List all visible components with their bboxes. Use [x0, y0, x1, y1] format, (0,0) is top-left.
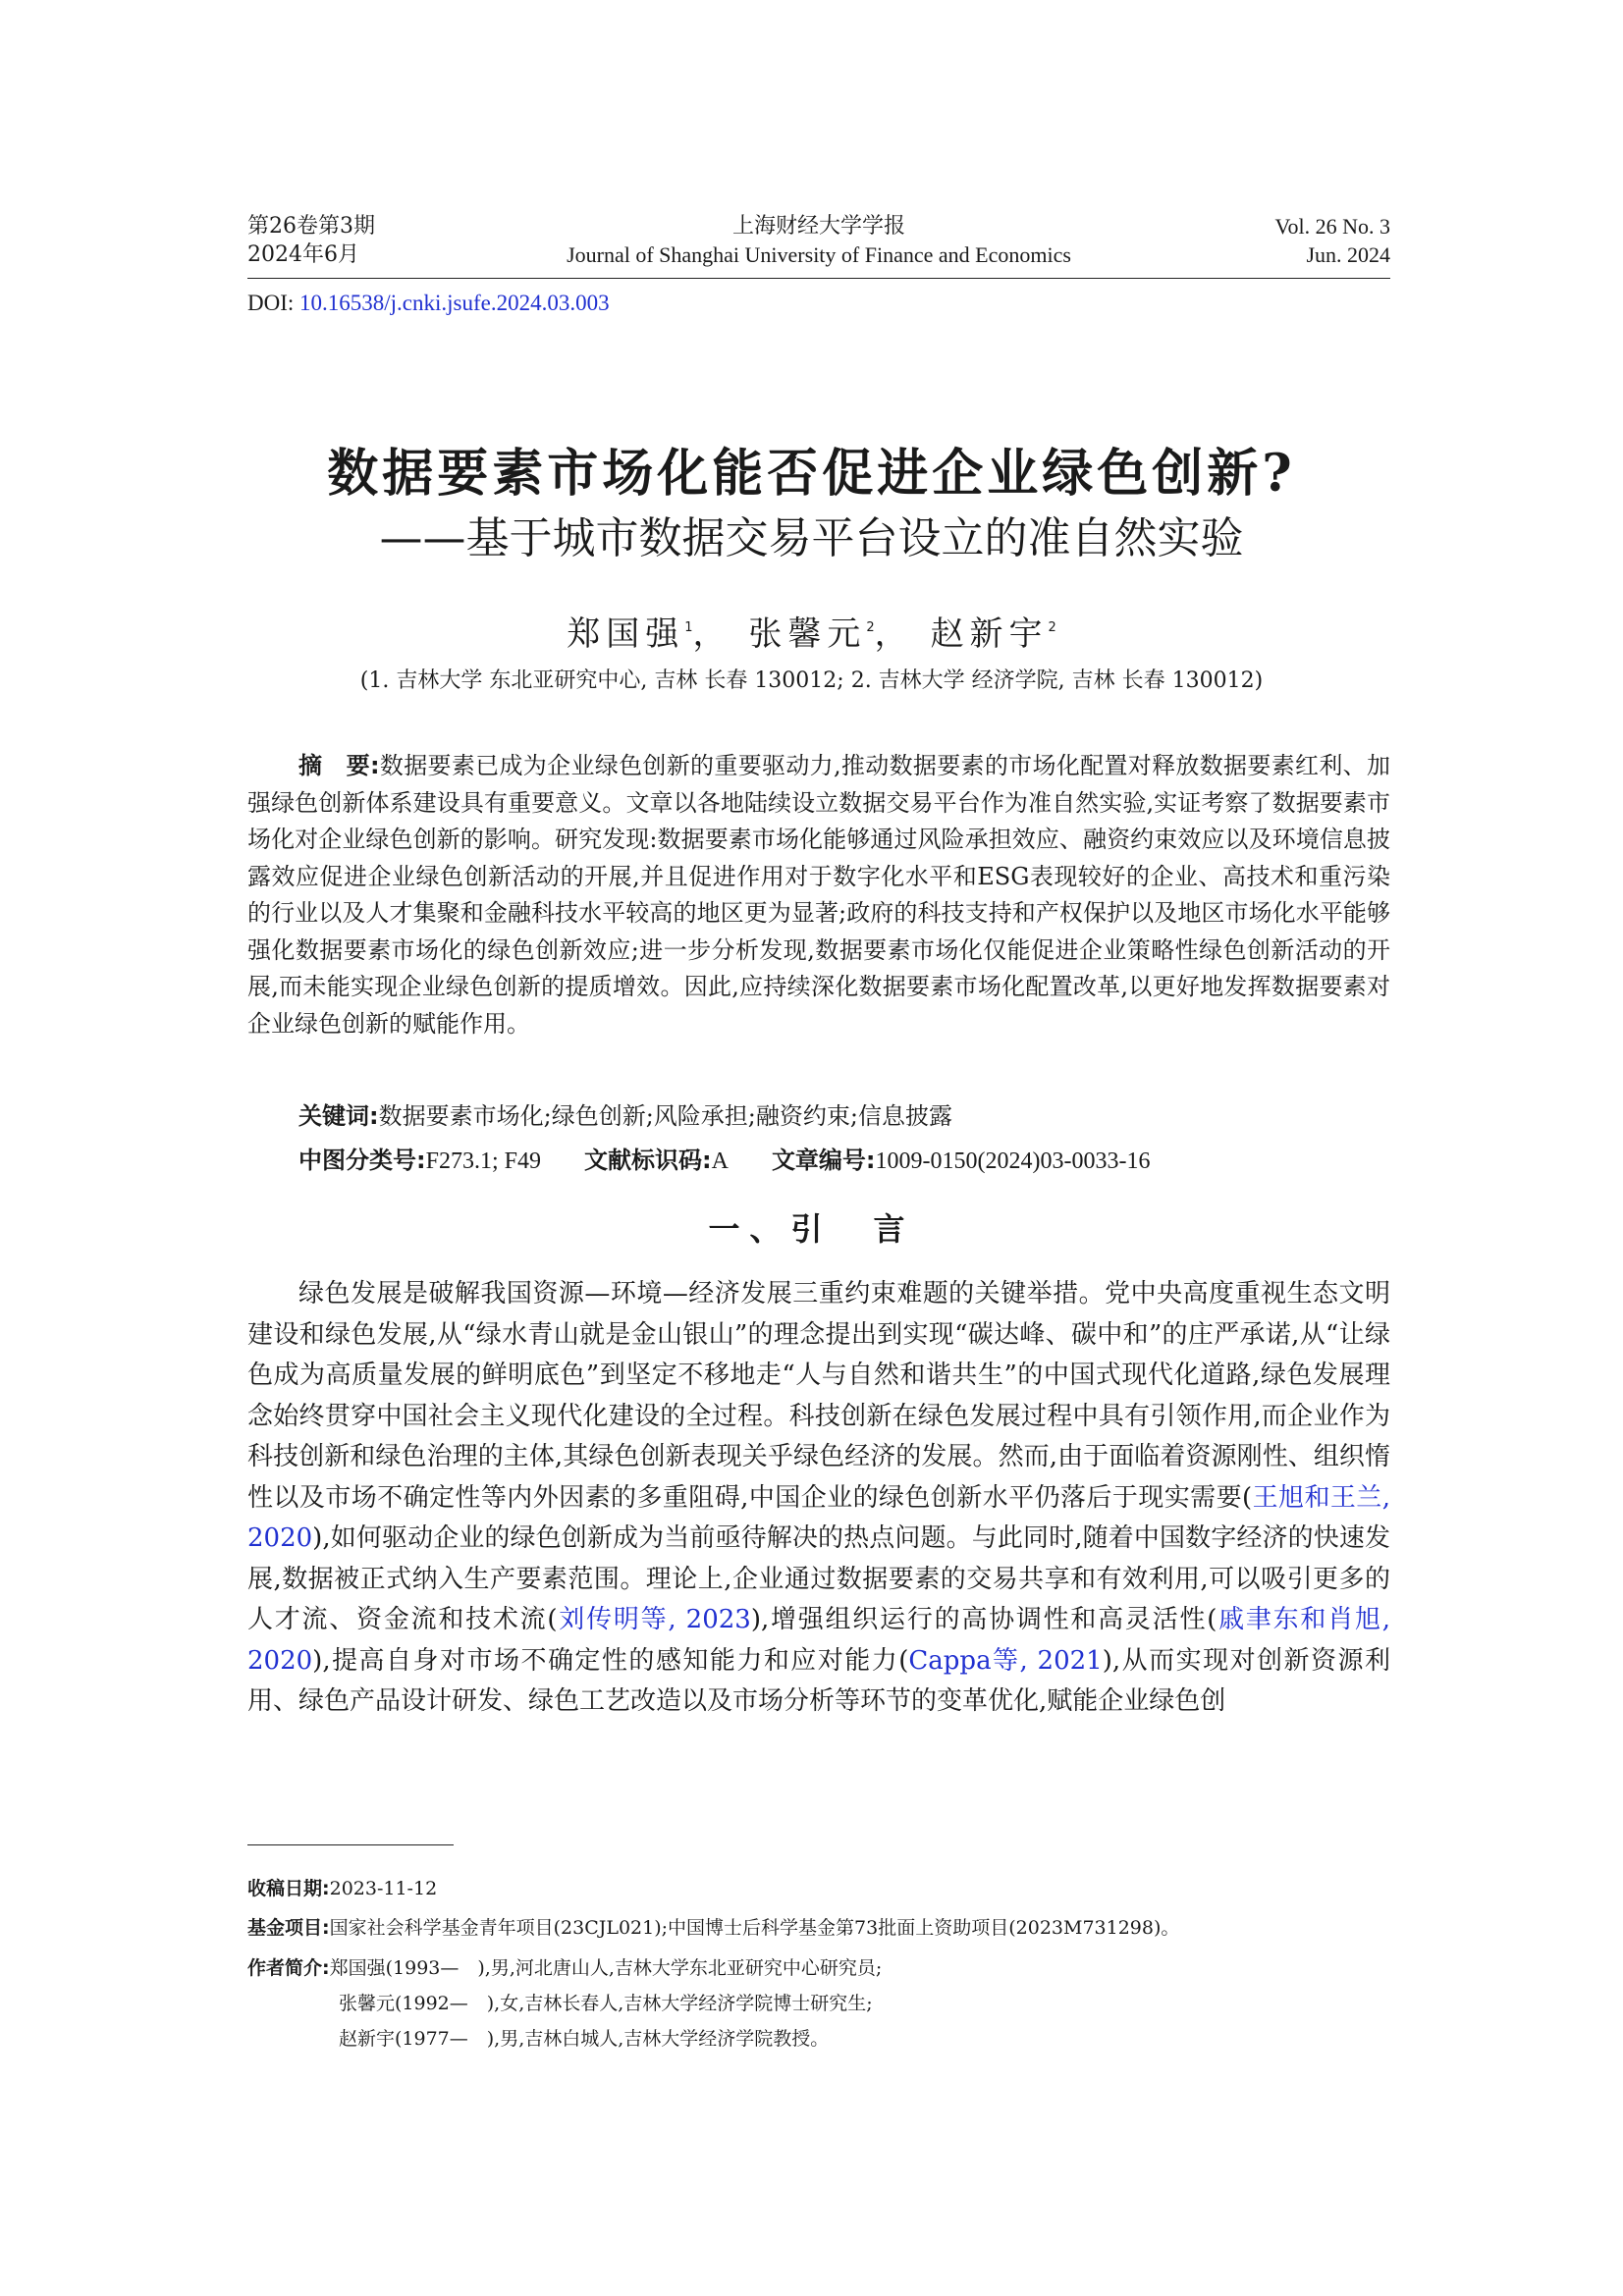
doi-line: [247, 291, 610, 316]
doi-label: DOI:: [247, 291, 300, 315]
issue-date-en: Jun. 2024: [1306, 242, 1390, 267]
author-name: 郑国强: [567, 614, 685, 654]
volume-issue: 第26卷第3期: [247, 214, 375, 239]
citation-link[interactable]: 刘传明等, 2023: [557, 1605, 751, 1634]
author-affil-mark: 2: [866, 620, 875, 635]
abstract: [247, 748, 1390, 1042]
running-header: [247, 212, 1390, 271]
clc-value: F273.1; F49: [425, 1148, 541, 1174]
header-rule: [247, 278, 1390, 279]
issue-date: 2024年6月: [247, 242, 359, 267]
author-separator: ，: [874, 614, 914, 654]
bio-label: 作者简介:: [247, 1957, 330, 1979]
received-date: 2023-11-12: [329, 1878, 438, 1899]
article-number-label: 文章编号:: [771, 1147, 876, 1174]
author-affil-mark: 1: [684, 620, 693, 635]
abstract-label: 摘 要:: [298, 752, 380, 779]
body-text: ),如何驱动企业的绿色创新成为当前亟待解决的热点问题。与此同时,随着中国数字经济的快速发展,数据被正式纳入生产要素范围。理论上,企业通过数据要素的交易共享和有效利用,可以吸引更多的人才流、资金流和技术流(: [247, 1523, 1390, 1634]
citation-link[interactable]: 戚聿东和肖旭, 2020: [247, 1605, 1390, 1676]
footnote-bio: [247, 1953, 882, 1980]
author-separator: ，: [692, 614, 732, 654]
clc-label: 中图分类号:: [298, 1147, 426, 1174]
doi-link[interactable]: 10.16538/j.cnki.jsufe.2024.03.003: [299, 291, 610, 315]
journal-name-cn: 上海财经大学学报: [731, 214, 905, 239]
footnote-fund: [247, 1913, 1179, 1940]
volume-issue-en: Vol. 26 No. 3: [1274, 214, 1390, 239]
citation-link[interactable]: 王旭和王兰, 2020: [247, 1482, 1390, 1553]
author-list: [196, 607, 1427, 655]
paper-subtitle: ——基于城市数据交易平台设立的准自然实验: [379, 513, 1244, 563]
footnote-bio: 赵新宇(1977— ),男,吉林白城人,吉林大学经济学院教授。: [339, 2028, 830, 2050]
body-text: 绿色发展是破解我国资源—环境—经济发展三重约束难题的关键举措。党中央高度重视生态文明建设和绿色发展,从“绿水青山就是金山银山”的理念提出到实现“碳达峰、碳中和”的庄严承诺,从“让绿色成为高质量发展的鲜明底色”到坚定不移地走“人与自然和谐共生”的中国式现代化道路,绿色发展理念始终贯穿中国社会主义现代化建设的全过程。科技创新在绿色发展过程中具有引领作用,而企业作为科技创新和绿色治理的主体,其绿色创新表现关乎绿色经济的发展。然而,由于面临着资源刚性、组织惰性以及市场不确定性等内外因素的多重阻碍,中国企业的绿色创新水平仍落后于现实需要(: [247, 1279, 1390, 1513]
citation-link[interactable]: Cappa等, 2021: [908, 1645, 1103, 1676]
fund-label: 基金项目:: [247, 1917, 330, 1939]
body-paragraph: [247, 1274, 1390, 1723]
author-affil-mark: 2: [1048, 620, 1056, 635]
keywords-text: 数据要素市场化;绿色创新;风险承担;融资约束;信息披露: [378, 1102, 952, 1130]
section-heading: 一、引 言: [708, 1210, 915, 1248]
body-text: ),增强组织运行的高协调性和高灵活性(: [750, 1605, 1217, 1634]
paper-title: 数据要素市场化能否促进企业绿色创新?: [327, 444, 1296, 504]
journal-name: [247, 212, 1390, 269]
footnote-received: [247, 1874, 437, 1900]
doc-code-label: 文献标识码:: [583, 1147, 712, 1174]
author-name: 赵新宇: [930, 614, 1049, 654]
footnote-rule: [247, 1844, 454, 1845]
author-name: 张馨元: [748, 614, 867, 654]
classification-line: [298, 1141, 1151, 1175]
footnote-bio: 张馨元(1992— ),女,吉林长春人,吉林大学经济学院博士研究生;: [339, 1993, 873, 2014]
issue-info-en: [1274, 212, 1390, 269]
abstract-text: 数据要素已成为企业绿色创新的重要驱动力,推动数据要素的市场化配置对释放数据要素红利、加强绿色创新体系建设具有重要意义。文章以各地陆续设立数据交易平台作为准自然实验,实证考察了数据要素市场化对企业绿色创新的影响。研究发现:数据要素市场化能够通过风险承担效应、融资约束效应以及环境信息披露效应促进企业绿色创新活动的开展,并且促进作用对于数字化水平和ESG表现较好的企业、高技术和重污染的行业以及人才集聚和金融科技水平较高的地区更为显著;政府的科技支持和产权保护以及地区市场化水平能够强化数据要素市场化的绿色创新效应;进一步分析发现,数据要素市场化仅能促进企业策略性绿色创新活动的开展,而未能实现企业绿色创新的提质增效。因此,应持续深化数据要素市场化配置改革,以更好地发挥数据要素对企业绿色创新的赋能作用。: [247, 752, 1390, 1038]
doc-code-value: A: [711, 1148, 729, 1174]
keywords-label: 关键词:: [298, 1102, 379, 1130]
affiliations: (1. 吉林大学 东北亚研究中心, 吉林 长春 130012; 2. 吉林大学 经济学院, 吉林 长春 130012): [359, 668, 1264, 693]
journal-name-en: Journal of Shanghai University of Finance and Economics: [567, 242, 1071, 267]
fund-text: 国家社会科学基金青年项目(23CJL021);中国博士后科学基金第73批面上资助项目(2023M731298)。: [329, 1917, 1180, 1939]
received-label: 收稿日期:: [247, 1878, 330, 1899]
body-text: ),从而实现对创新资源利用、绿色产品设计研发、绿色工艺改造以及市场分析等环节的变革优化,赋能企业绿色创: [247, 1645, 1390, 1716]
keywords: [298, 1096, 952, 1131]
bio-text: 郑国强(1993— ),男,河北唐山人,吉林大学东北亚研究中心研究员;: [329, 1957, 883, 1979]
article-number-value: 1009-0150(2024)03-0033-16: [875, 1148, 1151, 1174]
body-text: ),提高自身对市场不确定性的感知能力和应对能力(: [312, 1645, 909, 1676]
